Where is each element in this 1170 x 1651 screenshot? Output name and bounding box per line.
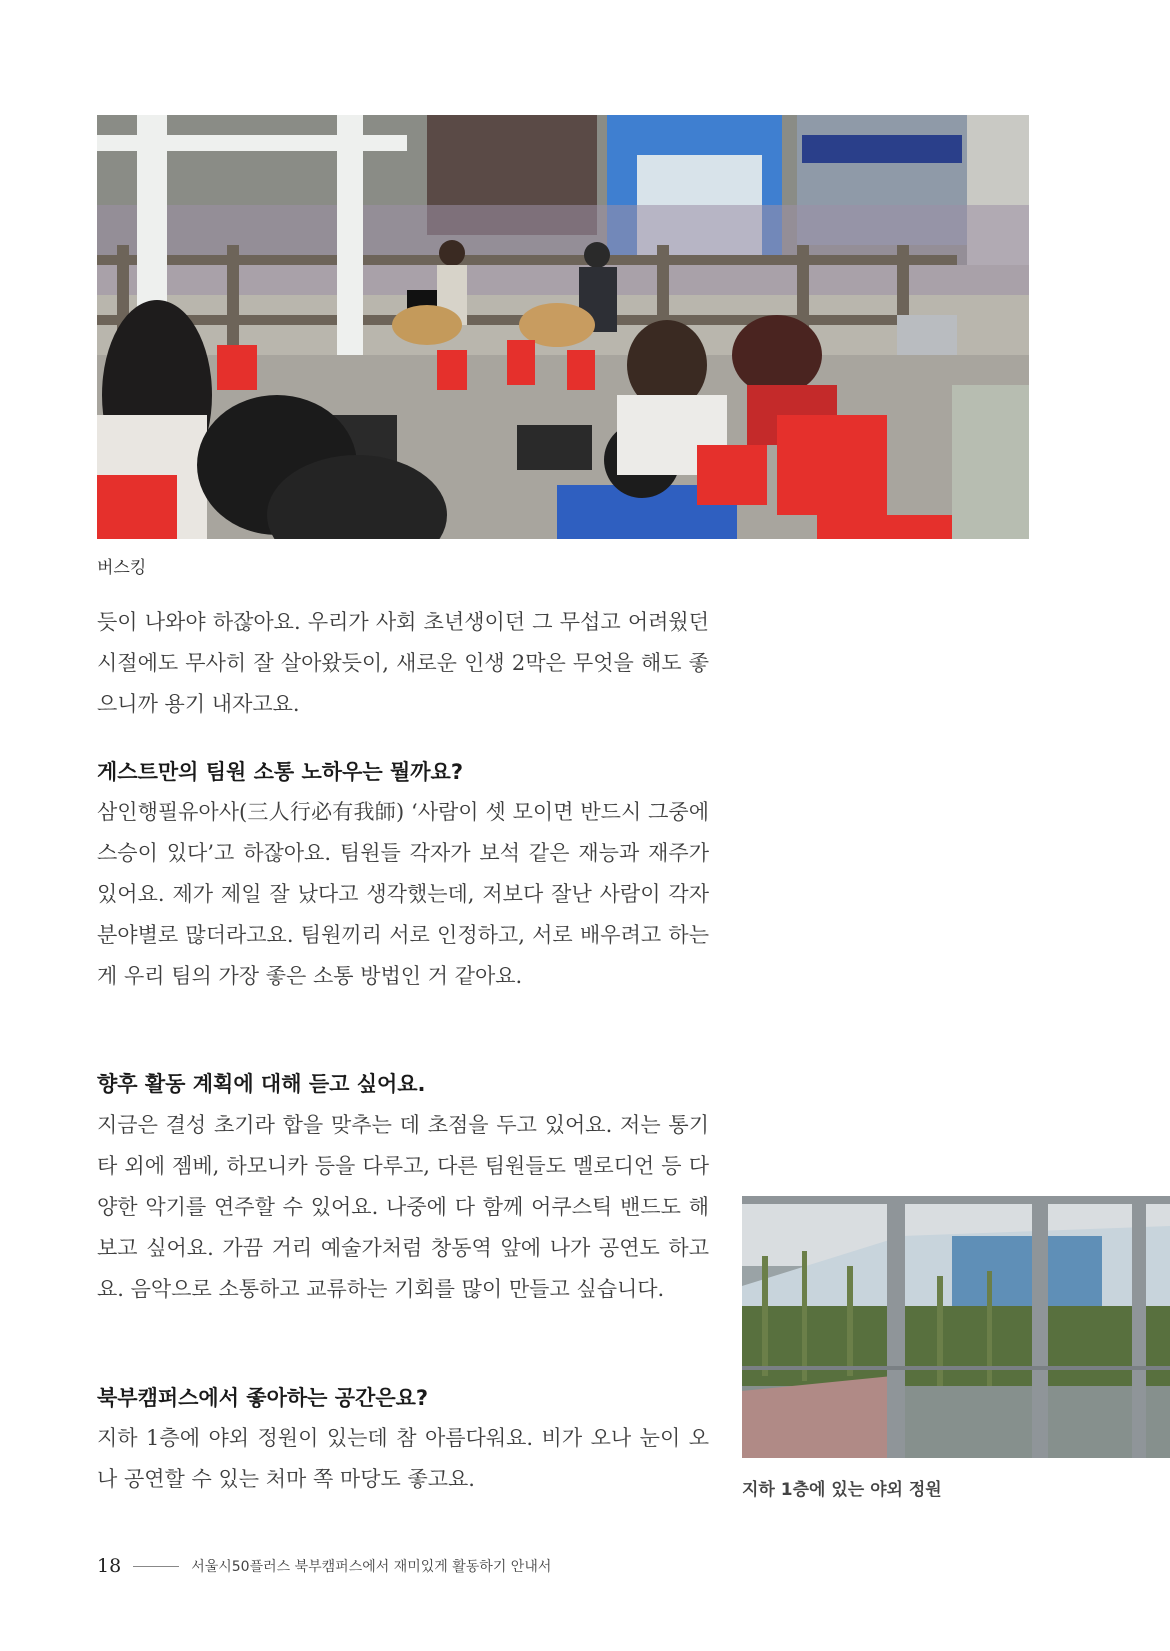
question-favorite-space: 북부캠퍼스에서 좋아하는 공간은요?: [97, 1386, 429, 1410]
footer-title: 서울시50플러스 북부캠퍼스에서 재미있게 활동하기 안내서: [191, 1559, 552, 1575]
garden-photo: [742, 1196, 1170, 1458]
page-footer: [97, 1555, 551, 1577]
question-future-plans: 향후 활동 계획에 대해 듣고 싶어요.: [97, 1072, 426, 1096]
answer-team-communication: 삼인행필유아사(三人行必有我師) ‘사람이 셋 모이면 반드시 그중에 스승이 있다’고 하잖아요. 팀원들 각자가 보석 같은 재능과 재주가 있어요. 제가 제일 잘 났다고 생각했는데, 저보다 잘난 사람이 각자 분야별로 많더라고요. 팀원끼리 서로 인정하고, 서로 배우려고 하는 게 우리 팀의 가장 좋은 소통 방법인 거 같아요.: [97, 800, 709, 988]
intro-paragraph: 듯이 나와야 하잖아요. 우리가 사회 초년생이던 그 무섭고 어려웠던 시절에도 무사히 잘 살아왔듯이, 새로운 인생 2막은 무엇을 해도 좋으니까 용기 내자고요.: [97, 610, 709, 716]
garden-photo-caption: 지하 1층에 있는 야외 정원: [742, 1480, 942, 1500]
page-number: 18: [97, 1555, 122, 1577]
busking-photo-caption: 버스킹: [97, 558, 147, 578]
answer-future-plans: 지금은 결성 초기라 합을 맞추는 데 초점을 두고 있어요. 저는 통기타 외에 젬베, 하모니카 등을 다루고, 다른 팀원들도 멜로디언 등 다양한 악기를 연주할 수 있어요. 나중에 다 함께 어쿠스틱 밴드도 해보고 싶어요. 가끔 거리 예술가처럼 창동역 앞에 나가 공연도 하고요. 음악으로 소통하고 교류하는 기회를 많이 만들고 싶습니다.: [97, 1113, 709, 1301]
busking-photo: [97, 115, 1029, 539]
footer-rule: [133, 1566, 179, 1567]
question-team-communication: 게스트만의 팀원 소통 노하우는 뭘까요?: [97, 760, 464, 784]
answer-favorite-space: 지하 1층에 야외 정원이 있는데 참 아름다워요. 비가 오나 눈이 오나 공연할 수 있는 처마 쪽 마당도 좋고요.: [97, 1426, 709, 1491]
